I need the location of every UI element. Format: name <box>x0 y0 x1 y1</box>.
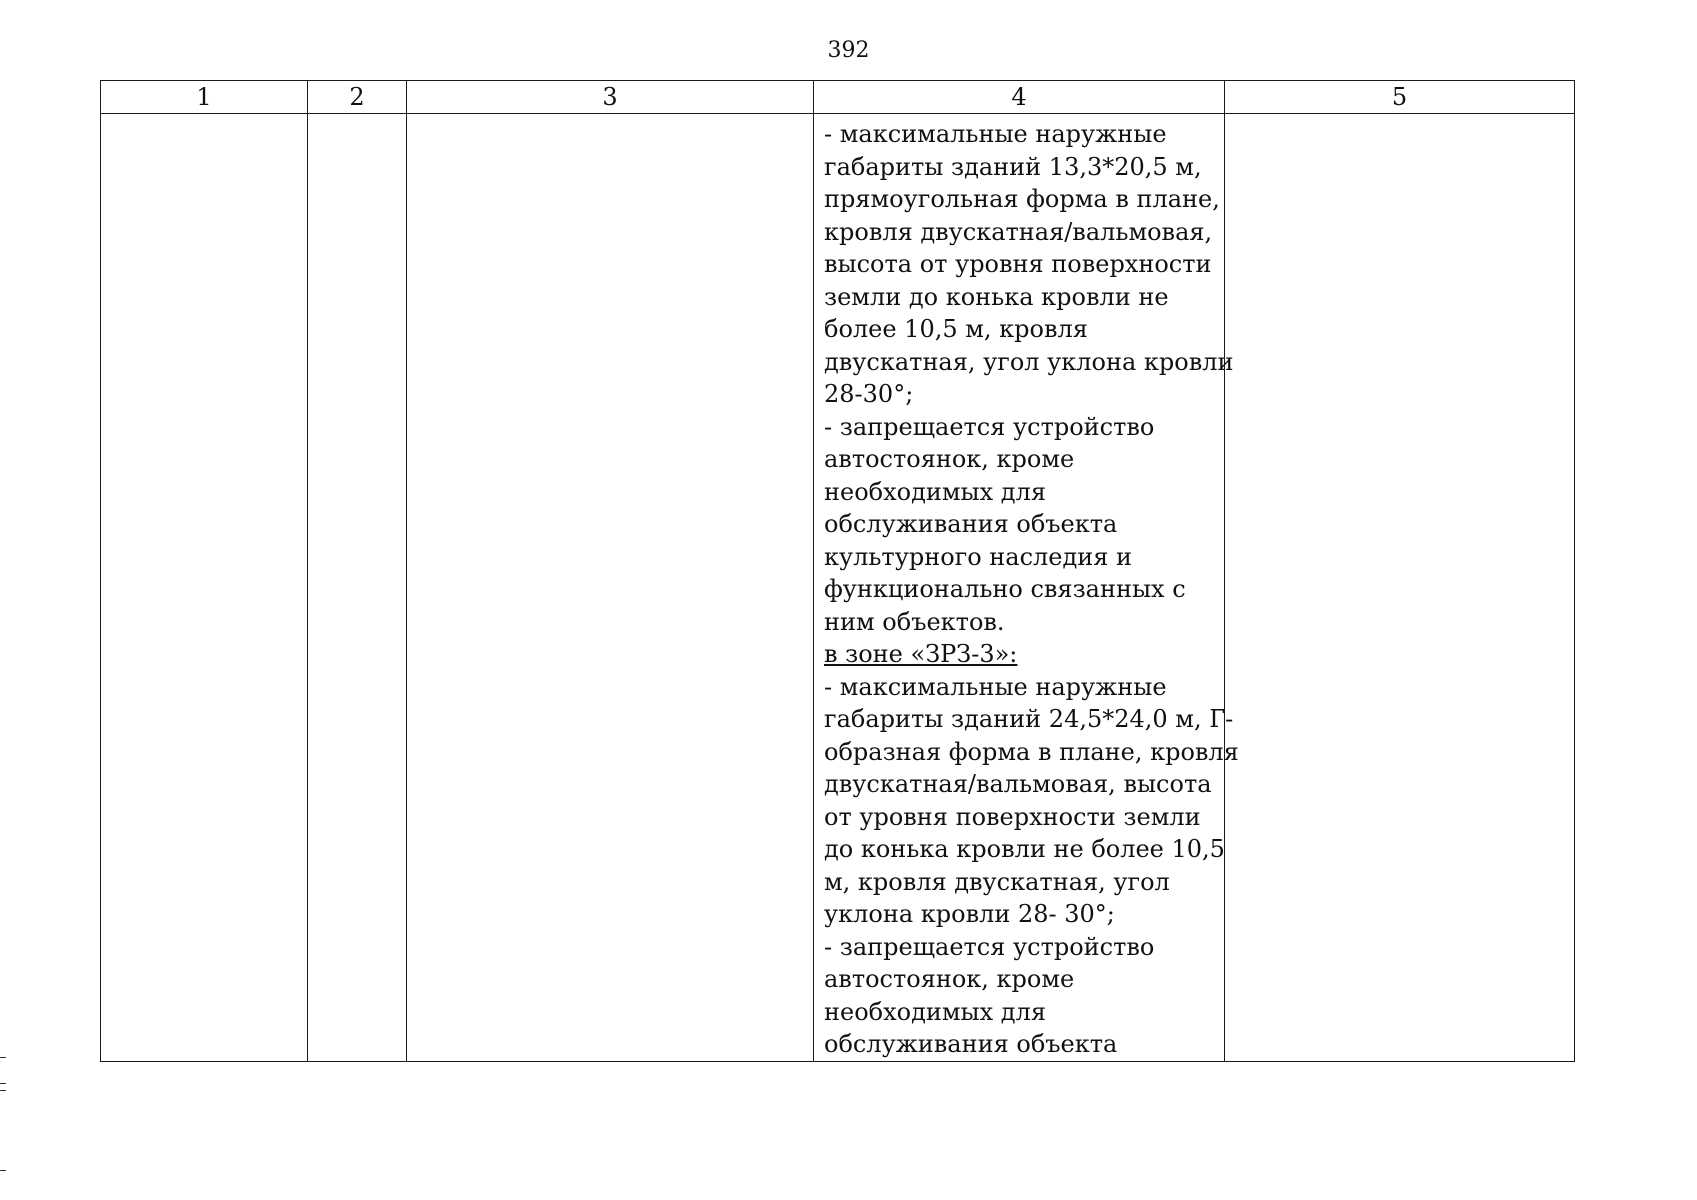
text-line: - максимальные наружные <box>824 120 1167 148</box>
text-line: обслуживания объекта <box>824 510 1118 538</box>
text-line: более 10,5 м, кровля <box>824 315 1088 343</box>
text-line: прямоугольная форма в плане, <box>824 185 1220 213</box>
text-line: в зоне «ЗРЗ-3»: <box>824 640 1018 668</box>
text-line: земли до конька кровли не <box>824 282 1169 311</box>
cell-col-1 <box>101 114 308 1062</box>
text-line: двускатная/вальмовая, высота <box>824 770 1212 798</box>
cell-col-2 <box>308 114 407 1062</box>
header-col-1: 1 <box>101 81 308 114</box>
text-line: функционально связанных с <box>824 575 1186 603</box>
table-header <box>101 81 1575 114</box>
margin-tick-mark <box>0 1083 6 1084</box>
text-line: кровля двускатная/вальмовая, <box>824 217 1213 246</box>
page-number: 392 <box>827 38 870 63</box>
text-line: до конька кровли не более 10,5 <box>824 835 1225 863</box>
header-col-2: 2 <box>308 81 407 114</box>
text-line: - запрещается устройство <box>824 932 1155 961</box>
cell-col-5 <box>1225 114 1575 1062</box>
cell-col-4-text <box>814 114 1239 1061</box>
text-line: обслуживания объекта <box>824 1030 1118 1058</box>
cell-col-3 <box>407 114 814 1062</box>
text-line: автостоянок, кроме <box>824 445 1075 473</box>
text-line: высота от уровня поверхности <box>824 250 1212 278</box>
text-line: культурного наследия и <box>824 542 1133 571</box>
header-col-4: 4 <box>814 81 1225 114</box>
header-col-5: 5 <box>1225 81 1575 114</box>
text-line: двускатная, угол уклона кровли <box>824 347 1234 376</box>
cell-col-4 <box>814 114 1239 1062</box>
text-line: - максимальные наружные <box>824 672 1167 701</box>
text-line: от уровня поверхности земли <box>824 802 1201 831</box>
text-line: уклона кровли 28- 30°; <box>824 900 1115 928</box>
text-line: м, кровля двускатная, угол <box>824 867 1170 896</box>
text-line: - запрещается устройство <box>824 412 1155 441</box>
header-row <box>101 81 1575 114</box>
text-line: необходимых для <box>824 997 1046 1026</box>
text-line: габариты зданий 13,3*20,5 м, <box>824 152 1202 181</box>
text-line: габариты зданий 24,5*24,0 м, Г- <box>824 705 1234 733</box>
table-row <box>101 114 1575 1062</box>
document-table <box>100 80 1575 1062</box>
margin-tick-mark <box>0 1057 6 1058</box>
text-line: автостоянок, кроме <box>824 965 1075 993</box>
margin-tick-mark <box>0 1170 6 1171</box>
text-line: ним объектов. <box>824 607 1005 636</box>
text-line: образная форма в плане, кровля <box>824 737 1239 766</box>
text-line: 28-30°; <box>824 380 914 408</box>
margin-tick-mark <box>0 1090 6 1091</box>
text-line: необходимых для <box>824 477 1046 506</box>
header-col-3: 3 <box>407 81 814 114</box>
